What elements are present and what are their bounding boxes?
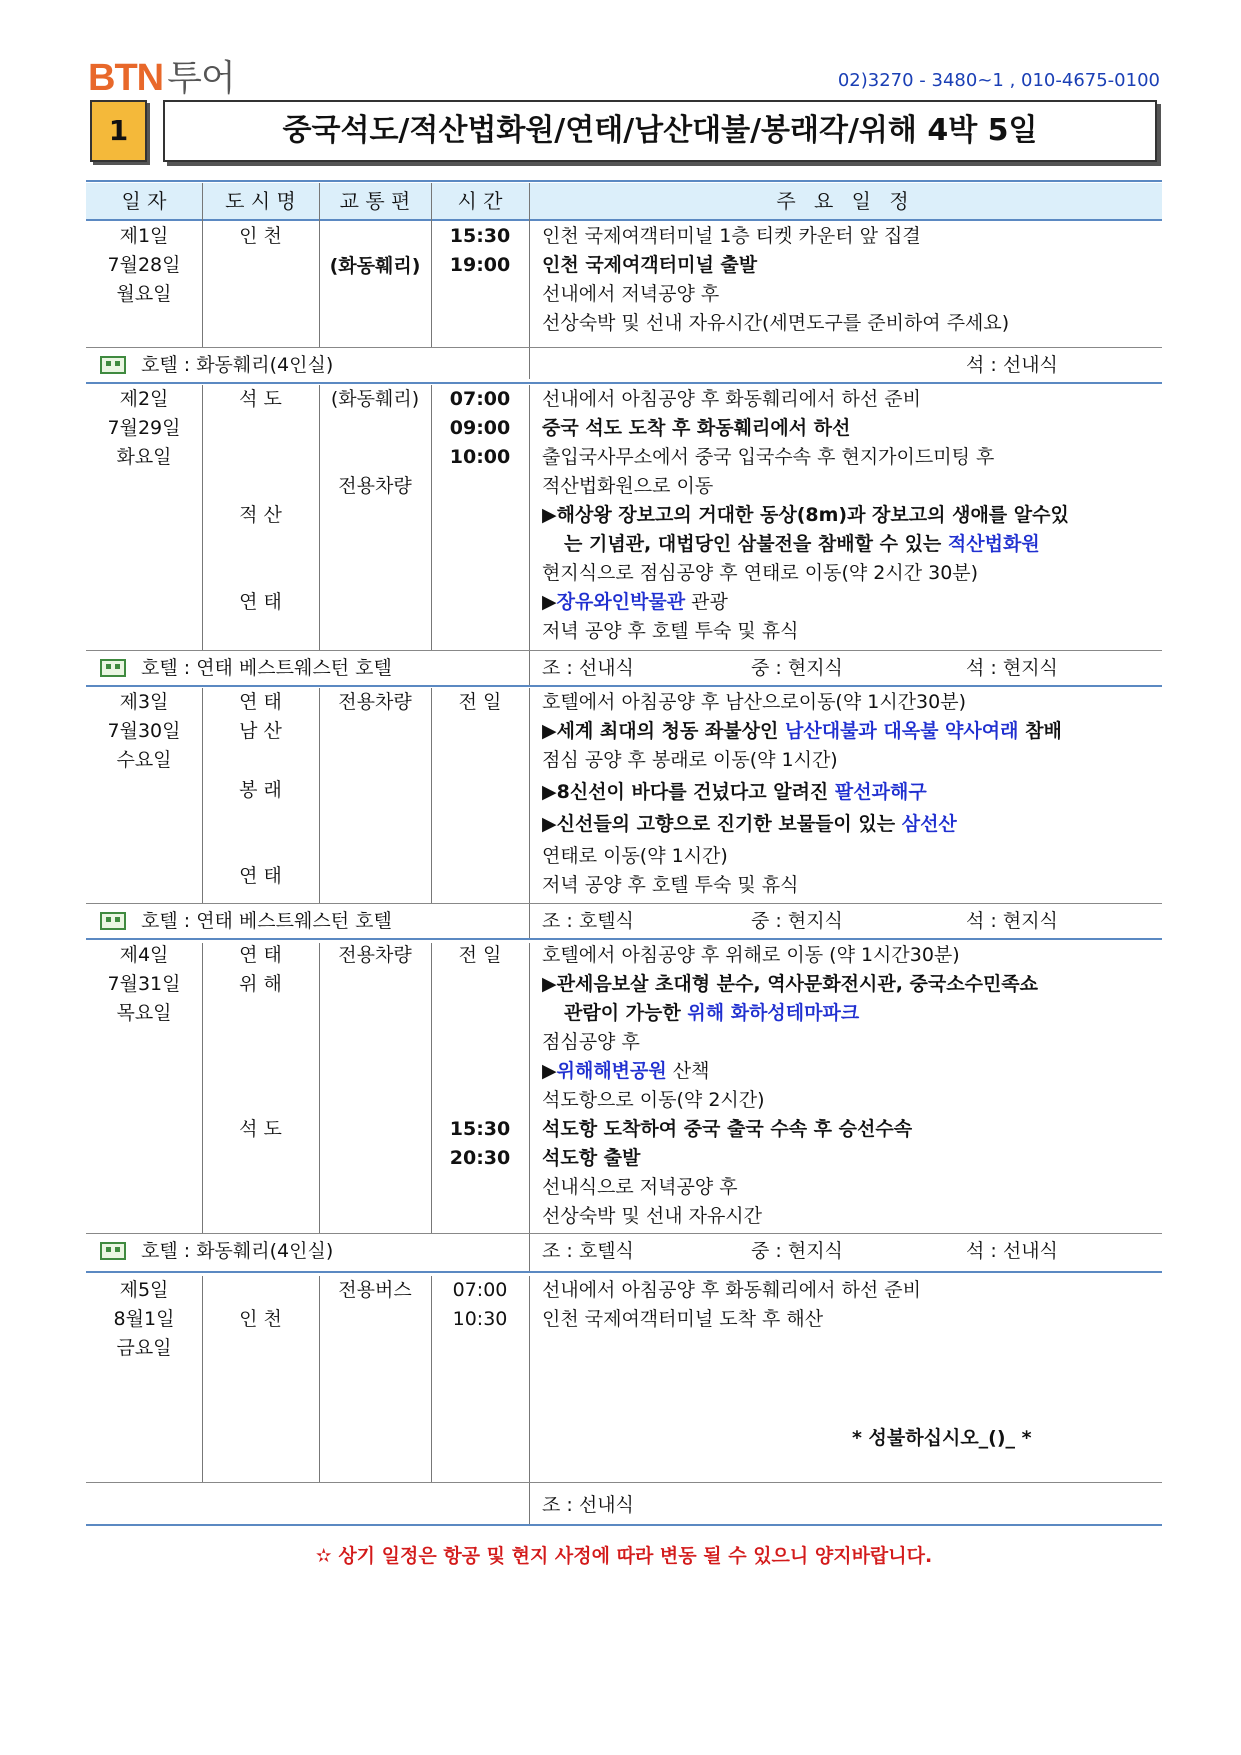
day5-date-block: 제5일 8월1일 금요일 — [113, 1279, 175, 1359]
day1-city: 인 천 — [239, 225, 282, 247]
day2-times: 07:00 09:00 10:00 — [449, 388, 511, 468]
header-time: 시 간 — [457, 189, 503, 213]
hotel-building-icon — [100, 356, 126, 374]
day2-city-1: 석 도 — [239, 388, 282, 410]
day1-times: 15:30 19:00 — [449, 225, 511, 276]
hotel-building-icon — [100, 912, 126, 930]
day4-date-block: 제4일 7월31일 목요일 — [107, 944, 181, 1024]
header-date: 일 자 — [121, 189, 167, 213]
tour-number: 1 — [90, 100, 147, 162]
row-divider — [86, 1482, 1162, 1483]
meal-dinner: 석 : 선내식 — [966, 1240, 1058, 1262]
meal-dinner: 석 : 선내식 — [966, 354, 1058, 376]
hotel-building-icon — [100, 659, 126, 677]
day4-transport: 전용차량 — [338, 944, 412, 966]
header-city: 도 시 명 — [225, 189, 296, 213]
meal-lunch: 중 : 현지식 — [751, 657, 843, 679]
day1-date-block: 제1일 7월28일 월요일 — [107, 225, 181, 305]
day1-transport: (화동훼리) — [329, 255, 421, 277]
day3-time: 전 일 — [458, 691, 502, 713]
day4-times: 15:30 20:30 — [449, 1118, 511, 1169]
col-divider — [529, 1276, 530, 1524]
day2-city-2: 적 산 — [239, 504, 282, 526]
day4-time-1: 전 일 — [458, 944, 502, 966]
col-divider — [529, 943, 530, 1273]
day4-city-2: 위 해 — [239, 973, 282, 995]
day3-date-block: 제3일 7월30일 수요일 — [107, 691, 181, 771]
meal-breakfast: 조 : 호텔식 — [542, 1240, 634, 1262]
col-divider — [319, 943, 320, 1233]
header-schedule: 주 요 일 정 — [776, 189, 915, 213]
row-divider — [86, 903, 1162, 904]
day3-schedule: 호텔에서 아침공양 후 남산으로이동(약 1시간30분) ▶세계 최대의 청동 좌불상인 남산대불과 대옥불 약사여래 참배 점심 공양 후 봉래로 이동(약 1시간) ▶8신선이 바다를 건넜다고 알려진 팔선과해구 ▶신선들의 고향으로 진기한 보물들이 있는 삼선산 연태로 이동(약 1시간) 저녁 공양 후 호텔 투숙 및 휴식 — [542, 691, 1062, 896]
row-divider — [86, 382, 1162, 384]
table-top-rule — [86, 180, 1162, 182]
hotel-row-3 — [86, 906, 1162, 936]
table-bottom-rule — [86, 1524, 1162, 1526]
brand-name-latin: BTN — [88, 57, 164, 99]
row-divider — [86, 347, 1162, 348]
table-header — [86, 183, 1162, 221]
brand-logo — [88, 50, 235, 101]
hotel-row-1 — [86, 350, 1162, 380]
meal-breakfast: 조 : 호텔식 — [542, 910, 634, 932]
meal-breakfast: 조 : 선내식 — [542, 1494, 634, 1516]
day3-city-3: 봉 래 — [239, 779, 282, 801]
change-notice: ✫ 상기 일정은 항공 및 현지 사정에 따라 변동 될 수 있으니 양지바랍니다. — [315, 1545, 933, 1567]
day5-transport: 전용버스 — [338, 1279, 412, 1301]
meal-breakfast: 조 : 선내식 — [542, 657, 634, 679]
hotel-name: 호텔 : 연태 베스트웨스턴 호텔 — [141, 657, 392, 679]
row-divider — [86, 685, 1162, 687]
day4-schedule: 호텔에서 아침공양 후 위해로 이동 (약 1시간30분) ▶관세음보살 초대형 분수, 역사문화전시관, 중국소수민족쇼 관람이 가능한 위해 화하성테마파크 점심공양 후 ▶위해해변공원 산책 석도항으로 이동(약 2시간) 석도항 도착하여 중국 출국 수속 후 승선수속 석도항 출발 선내식으로 저녁공양 후 선상숙박 및 선내 자유시간 — [542, 944, 1039, 1227]
col-divider — [319, 1276, 320, 1482]
brand-name-korean: 투어 — [167, 58, 235, 99]
header-transport: 교 통 편 — [339, 189, 411, 213]
hotel-building-icon — [100, 1242, 126, 1260]
col-divider — [202, 183, 203, 347]
day2-transport-1: (화동훼리) — [330, 388, 420, 410]
col-divider — [319, 385, 320, 650]
contact-phone: 02)3270 - 3480~1 , 010-4675-0100 — [837, 70, 1160, 91]
day3-city-1: 연 태 — [239, 691, 282, 713]
meal-dinner: 석 : 현지식 — [966, 657, 1058, 679]
row-divider — [86, 938, 1162, 940]
day5-times: 07:00 10:30 — [452, 1279, 508, 1330]
day4-city-3: 석 도 — [239, 1118, 282, 1140]
day3-city-4: 연 태 — [239, 865, 282, 887]
hotel-name: 호텔 : 연태 베스트웨스턴 호텔 — [141, 910, 392, 932]
col-divider — [431, 943, 432, 1233]
col-divider — [319, 688, 320, 903]
day3-transport: 전용차량 — [338, 691, 412, 713]
meal-row-5 — [86, 1490, 1162, 1520]
hotel-name: 호텔 : 화동훼리(4인실) — [141, 354, 334, 376]
day2-schedule: 선내에서 아침공양 후 화동훼리에서 하선 준비 중국 석도 도착 후 화동훼리에서 하선 출입국사무소에서 중국 입국수속 후 현지가이드미팅 후 적산법화원으로 이동 ▶해상왕 장보고의 거대한 동상(8m)과 장보고의 생애를 알수있 는 기념관, 대법당인 삼불전을 참배할 수 있는 적산법화원 현지식으로 점심공양 후 연태로 이동(약 2시간 30분) ▶장유와인박물관 관광 저녁 공양 후 호텔 투숙 및 휴식 — [542, 388, 1069, 642]
hotel-row-2 — [86, 653, 1162, 683]
day3-city-2: 남 산 — [239, 720, 282, 742]
tour-title: 중국석도/적산법화원/연태/남산대불/봉래각/위해 4박 5일 — [163, 100, 1157, 162]
closing-blessing: * 성불하십시오_()_ * — [852, 1427, 1032, 1449]
meal-lunch: 중 : 현지식 — [751, 910, 843, 932]
row-divider — [86, 650, 1162, 651]
row-divider — [86, 1233, 1162, 1234]
day5-city: 인 천 — [239, 1308, 282, 1330]
day2-city-3: 연 태 — [239, 591, 282, 613]
day5-schedule: 선내에서 아침공양 후 화동훼리에서 하선 준비 인천 국제여객터미널 도착 후 해산 — [542, 1279, 921, 1330]
col-divider — [529, 385, 530, 685]
meal-lunch: 중 : 현지식 — [751, 1240, 843, 1262]
day2-transport-2: 전용차량 — [338, 475, 412, 497]
day1-schedule: 인천 국제여객터미널 1층 티켓 카운터 앞 집결 인천 국제여객터미널 출발 선내에서 저녁공양 후 선상숙박 및 선내 자유시간(세면도구를 준비하여 주세요) — [542, 225, 1010, 334]
day2-date-block: 제2일 7월29일 화요일 — [107, 388, 181, 468]
day4-city-1: 연 태 — [239, 944, 282, 966]
col-divider — [431, 688, 432, 903]
row-divider — [86, 1271, 1162, 1273]
meal-dinner: 석 : 현지식 — [966, 910, 1058, 932]
hotel-row-4 — [86, 1236, 1162, 1266]
hotel-name: 호텔 : 화동훼리(4인실) — [141, 1240, 334, 1262]
